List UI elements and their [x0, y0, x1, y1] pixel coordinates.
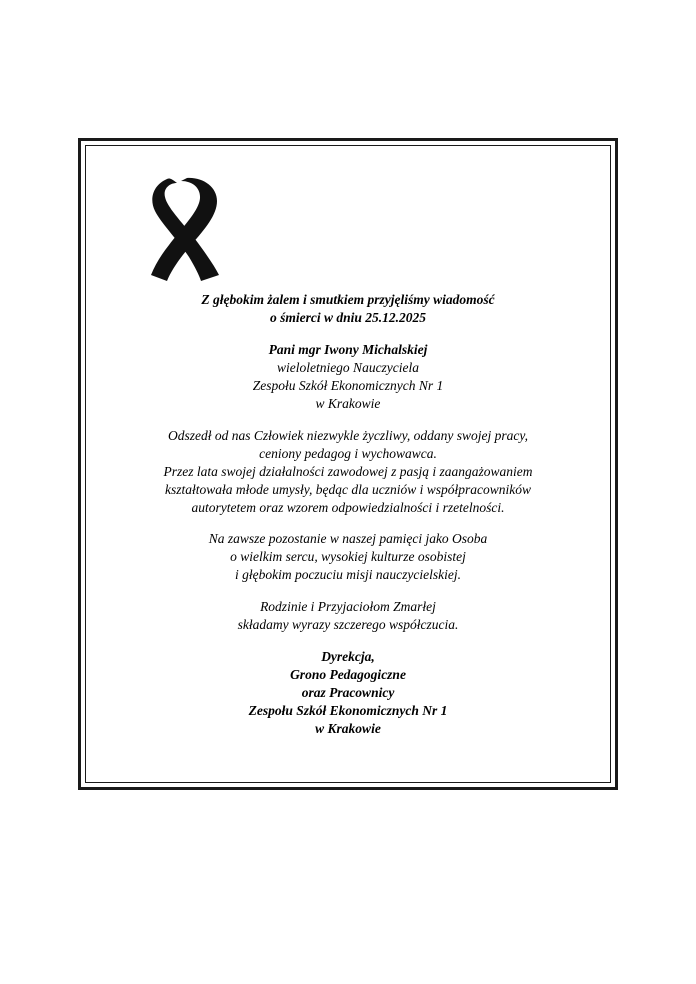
- signature-line-3: oraz Pracownicy: [301, 685, 395, 701]
- notice-intro: [81, 291, 615, 327]
- signature-line-4: Zespołu Szkół Ekonomicznych Nr 1: [248, 703, 448, 719]
- body1-line-2: ceniony pedagog i wychowawca.: [259, 445, 437, 461]
- notice-body-paragraph-2: [81, 530, 615, 584]
- signature-line-2: Grono Pedagogiczne: [290, 667, 406, 683]
- notice-signature: [81, 648, 615, 738]
- notice-body-paragraph-1: [81, 427, 615, 517]
- deceased-school: Zespołu Szkół Ekonomicznych Nr 1: [252, 377, 444, 393]
- mourning-notice-content: [81, 141, 615, 787]
- signature-line-5: w Krakowie: [315, 721, 381, 737]
- body3-line-2: składamy wyrazy szczerego współczucia.: [237, 617, 459, 633]
- deceased-city: w Krakowie: [315, 395, 381, 411]
- deceased-role: wieloletniego Nauczyciela: [276, 359, 420, 375]
- body3-line-1: Rodzinie i Przyjaciołom Zmarłej: [260, 599, 436, 615]
- body2-line-2: o wielkim sercu, wysokiej kulturze osobistej: [230, 549, 466, 565]
- body2-line-1: Na zawsze pozostanie w naszej pamięci jako Osoba: [208, 531, 488, 547]
- body2-line-3: i głębokim poczuciu misji nauczycielskiej.: [234, 567, 462, 583]
- notice-intro-line-1: Z głębokim żalem i smutkiem przyjęliśmy wiadomość: [201, 292, 495, 307]
- mourning-notice-frame: [78, 138, 618, 790]
- notice-intro-line-2: o śmierci w dniu 25.12.2025: [269, 309, 426, 325]
- body1-line-5: autorytetem oraz wzorem odpowiedzialności i rzetelności.: [191, 499, 505, 515]
- deceased-block: [81, 341, 615, 413]
- notice-text-block: [81, 291, 615, 738]
- body1-line-4: kształtowała młode umysły, będąc dla uczniów i współpracowników: [165, 481, 531, 497]
- black-mourning-ribbon-icon: [137, 175, 233, 285]
- notice-body-paragraph-3: [81, 598, 615, 634]
- body1-line-3: Przez lata swojej działalności zawodowej z pasją i zaangażowaniem: [163, 463, 533, 479]
- signature-line-1: Dyrekcja,: [321, 649, 375, 665]
- body1-line-1: Odszedł od nas Człowiek niezwykle życzliwy, oddany swojej pracy,: [168, 427, 528, 443]
- deceased-name: Pani mgr Iwony Michalskiej: [268, 341, 428, 357]
